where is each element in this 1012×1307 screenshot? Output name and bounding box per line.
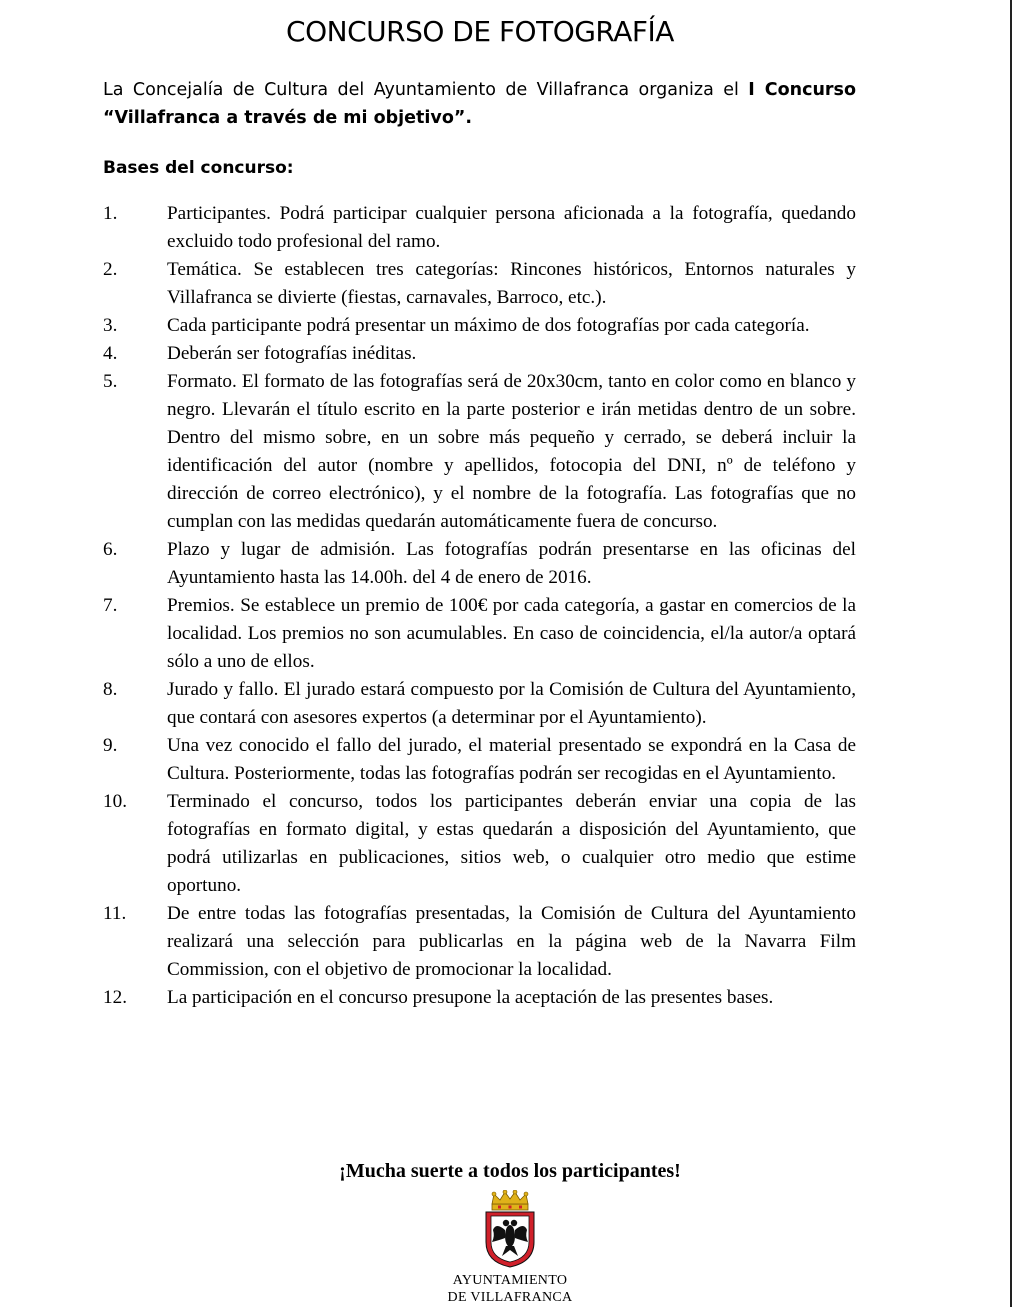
bases-heading: Bases del concurso:: [103, 158, 294, 178]
rule-number: 1.: [103, 203, 118, 224]
crest-caption-line1: AYUNTAMIENTO: [452, 1273, 568, 1288]
coat-of-arms-icon: [480, 1190, 540, 1268]
rule-text: Participantes. Podrá participar cualquier persona aficionada a la fotografía, quedando excluido todo profesional del ramo.: [167, 203, 856, 252]
rule-item: [103, 676, 856, 732]
closing-message: ¡Mucha suerte a todos los participantes!: [339, 1160, 681, 1182]
rule-text: Plazo y lugar de admisión. Las fotografías podrán presentarse en las oficinas del Ayuntamiento hasta las 14.00h. del 4 de enero de 2016.: [167, 539, 856, 588]
rule-number: 3.: [103, 315, 118, 336]
rule-item: [103, 368, 856, 536]
rule-text: Terminado el concurso, todos los participantes deberán enviar una copia de las fotografías en formato digital, y estas quedarán a disposición del Ayuntamiento, que podrá utilizarlas en publicaciones, sitios web, o cualquier otro medio que estime oportuno.: [167, 791, 856, 896]
rule-text: Temática. Se establecen tres categorías: Rincones históricos, Entornos naturales y Villafranca se divierte (fiestas, carnavales, Barroco, etc.).: [167, 259, 856, 308]
rules-list: [103, 200, 856, 1012]
rule-number: 7.: [103, 595, 118, 616]
rule-text: Jurado y fallo. El jurado estará compuesto por la Comisión de Cultura del Ayuntamiento, que contará con asesores expertos (a determinar por el Ayuntamiento).: [167, 679, 856, 728]
rule-text: Cada participante podrá presentar un máximo de dos fotografías por cada categoría.: [167, 315, 810, 336]
rule-item: [103, 732, 856, 788]
rule-number: 8.: [103, 679, 118, 700]
crest-caption: [400, 1272, 620, 1306]
rule-item: [103, 256, 856, 312]
rule-number: 10.: [103, 791, 127, 812]
rule-item: [103, 312, 856, 340]
rule-item: [103, 340, 856, 368]
crown-icon: [492, 1190, 528, 1210]
rule-number: 9.: [103, 735, 118, 756]
rule-text: La participación en el concurso presupone la aceptación de las presentes bases.: [167, 987, 774, 1008]
document-title: CONCURSO DE FOTOGRAFÍA: [286, 15, 674, 48]
crest-caption-line2: DE VILLAFRANCA: [447, 1290, 573, 1305]
intro-contest-name: I Concurso “Villafranca a través de mi objetivo”.: [103, 80, 856, 128]
rule-number: 12.: [103, 987, 127, 1008]
rule-item: [103, 900, 856, 984]
rule-text: Una vez conocido el fallo del jurado, el material presentado se expondrá en la Casa de Cultura. Posteriormente, todas las fotografías podrán ser recogidas en el Ayuntamiento.: [167, 735, 856, 784]
rule-number: 11.: [103, 903, 127, 924]
intro-text: La Concejalía de Cultura del Ayuntamiento de Villafranca organiza el: [103, 80, 749, 100]
rule-text: Formato. El formato de las fotografías será de 20x30cm, tanto en color como en blanco y negro. Llevarán el título escrito en la parte posterior e irán metidas dentro de un sobre. Dentro del mismo sobre, en un sobre más pequeño y cerrado, se deberá incluir la identificación del autor (nombre y apellidos, fotocopia del DNI, nº de teléfono y dirección de correo electrónico), y el nombre de la fotografía. Las fotografías que no cumplan con las medidas quedarán automáticamente fuera de concurso.: [167, 371, 856, 532]
rule-text: Deberán ser fotografías inéditas.: [167, 343, 417, 364]
rule-number: 4.: [103, 343, 118, 364]
rule-item: [103, 200, 856, 256]
rule-text: De entre todas las fotografías presentadas, la Comisión de Cultura del Ayuntamiento realizará una selección para publicarlas en la página web de la Navarra Film Commission, con el objetivo de promocionar la localidad.: [167, 903, 856, 980]
rule-item: [103, 536, 856, 592]
rule-item: [103, 984, 856, 1012]
intro-paragraph: [103, 76, 856, 132]
rule-number: 2.: [103, 259, 118, 280]
rule-item: [103, 788, 856, 900]
rule-number: 6.: [103, 539, 118, 560]
rule-item: [103, 592, 856, 676]
rule-number: 5.: [103, 371, 118, 392]
rule-text: Premios. Se establece un premio de 100€ por cada categoría, a gastar en comercios de la localidad. Los premios no son acumulables. En caso de coincidencia, el/la autor/a optará sólo a uno de ellos.: [167, 595, 856, 672]
